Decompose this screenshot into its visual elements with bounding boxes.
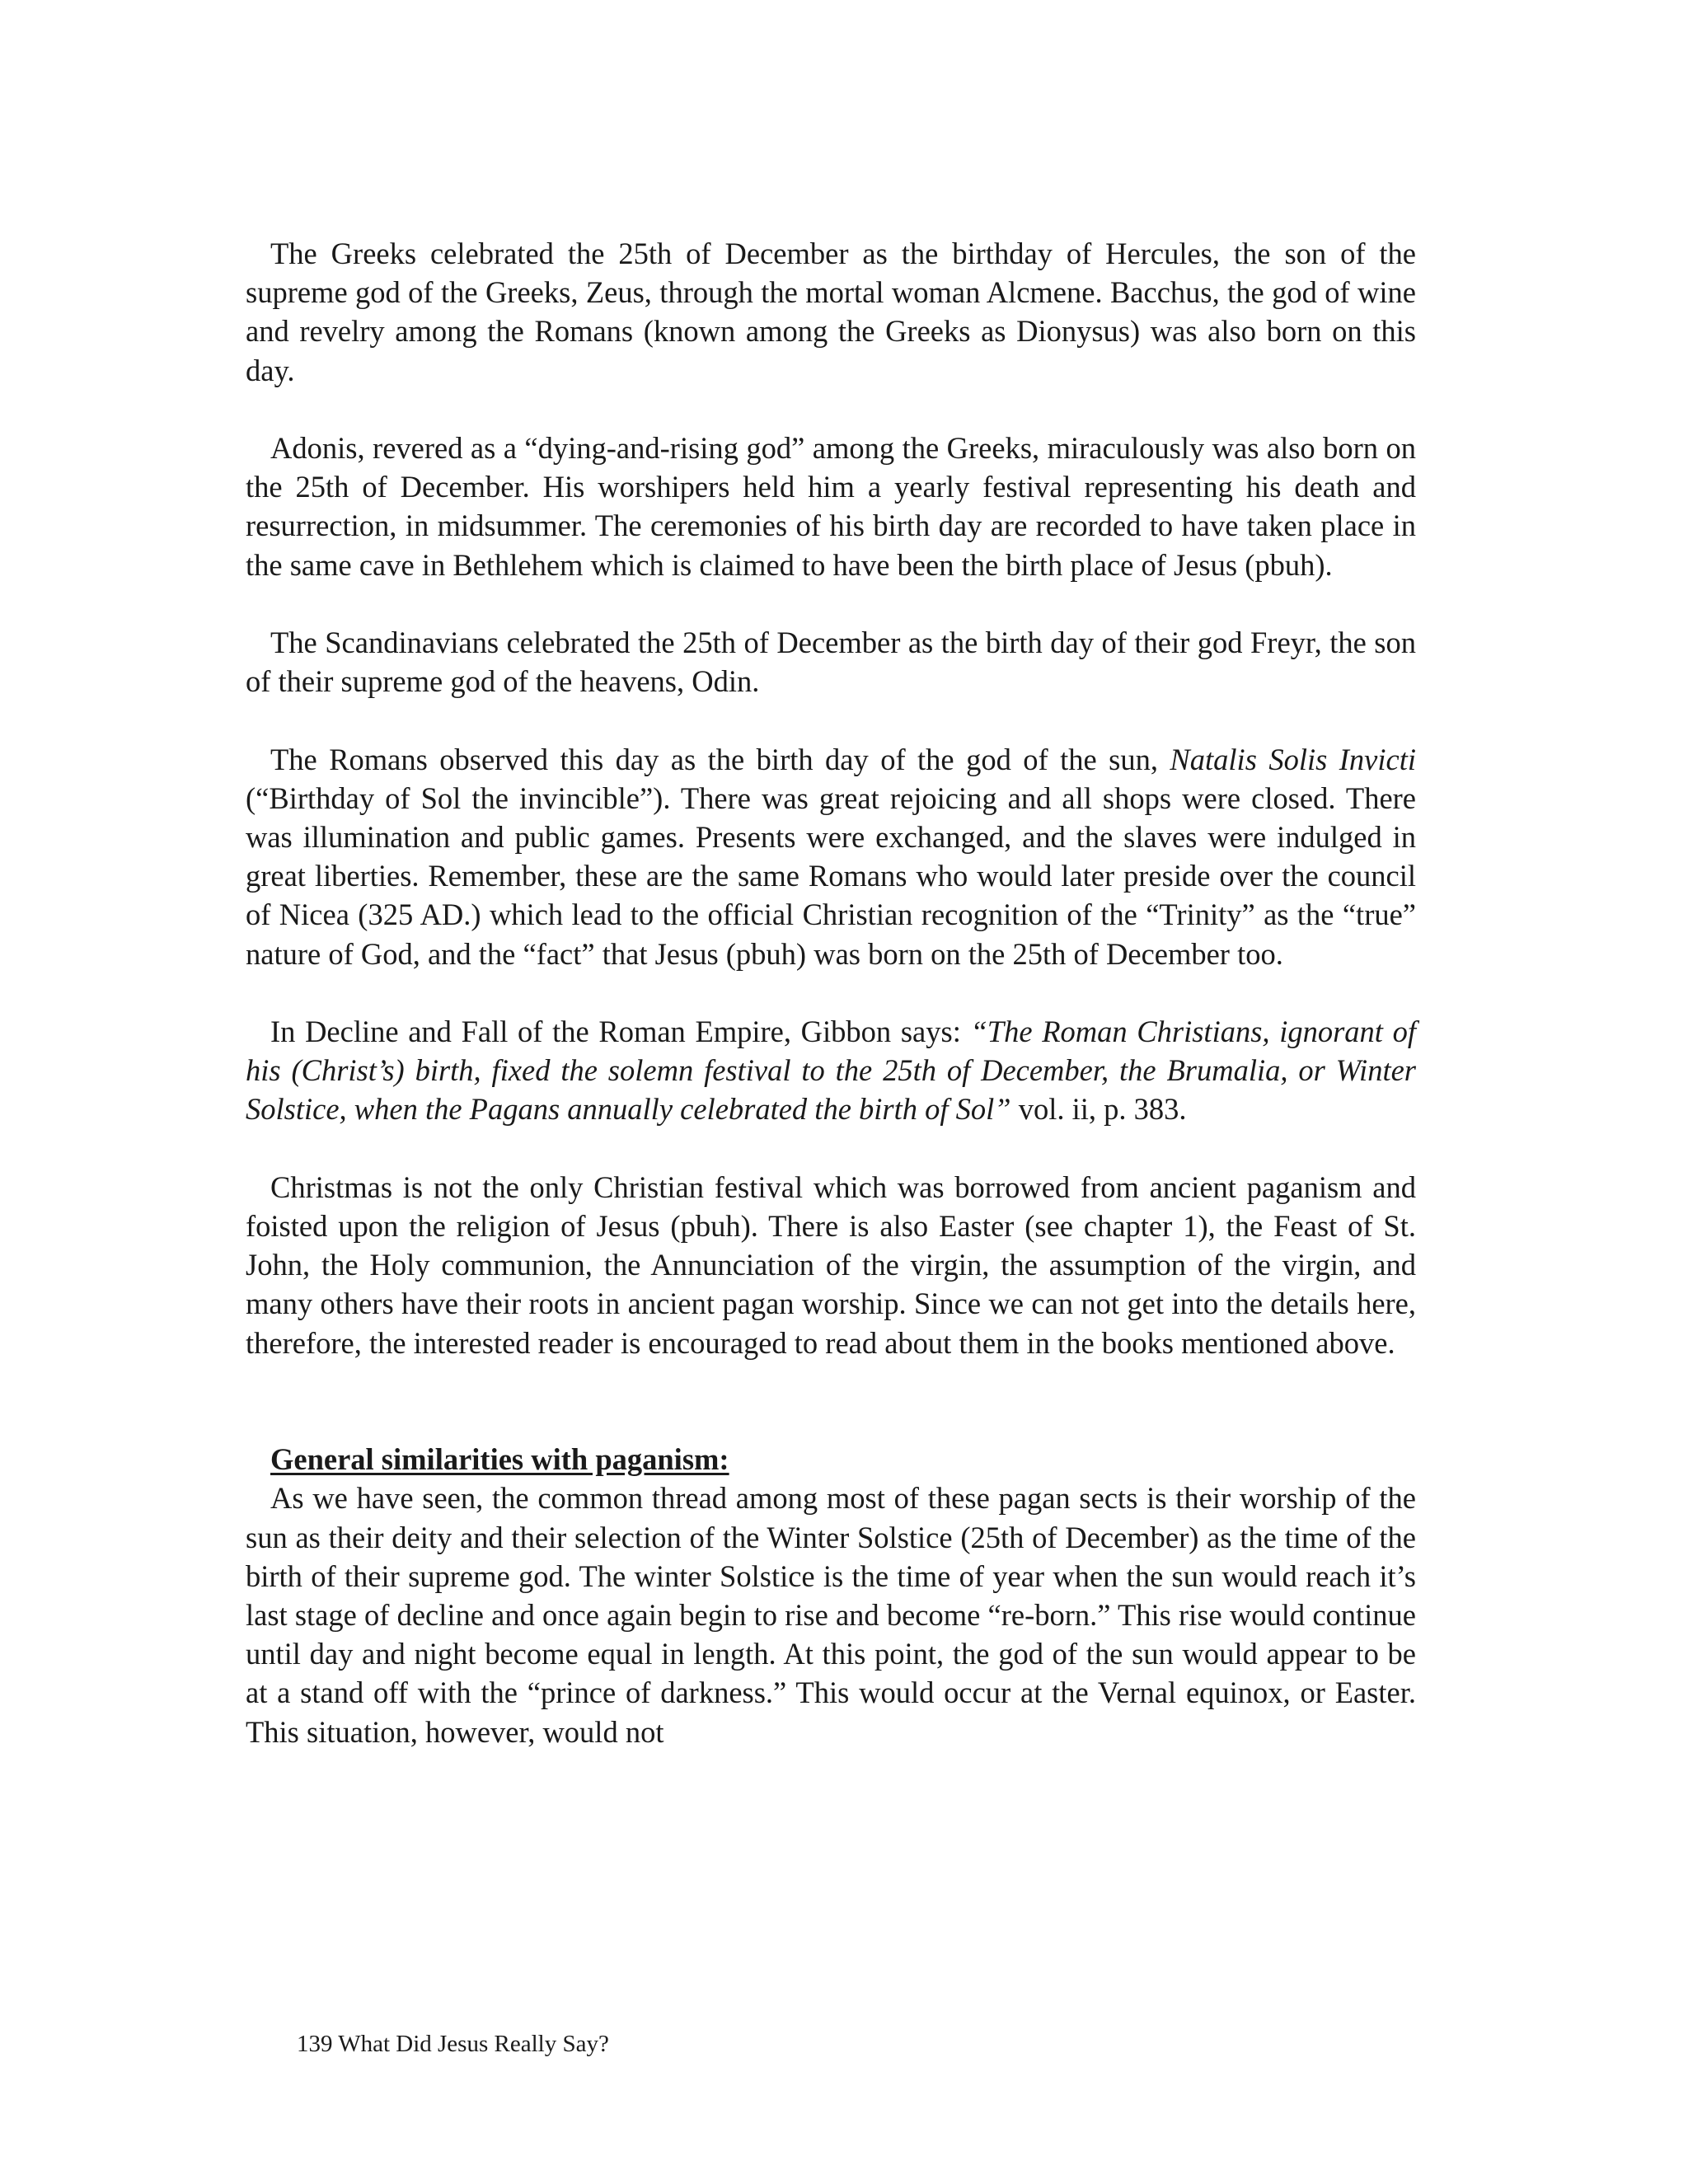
paragraph-romans-text-1: The Romans observed this day as the birth day of the god of the sun, bbox=[270, 742, 1170, 776]
paragraph-hercules: The Greeks celebrated the 25th of December as the birthday of Hercules, the son of the supreme god of the Greeks, Zeus, through the mortal woman Alcmene. Bacchus, the god of wine and revelry among the Romans (known among the Greeks as Dionysus) was also born on this day. bbox=[246, 237, 1416, 387]
paragraph-similarities: As we have seen, the common thread among most of these pagan sects is their worship of the sun as their deity and their selection of the Winter Solstice (25th of December) as the time of the birth of their supreme god. The winter Solstice is the time of year when the sun would reach it’s last stage of decline and once again begin to rise and become “re-born.” This rise would continue until day and night become equal in length. At this point, the god of the sun would appear to be at a stand off with the “prince of darkness.” This would occur at the Vernal equinox, or Easter. This situation, however, would not bbox=[246, 1481, 1416, 1749]
page-footer: 139 What Did Jesus Really Say? bbox=[297, 2031, 609, 2057]
paragraph-gibbon-text-2: vol. ii, p. 383. bbox=[1010, 1092, 1187, 1127]
spacer bbox=[246, 1401, 1416, 1440]
paragraph-romans-italic: Natalis Solis Invicti bbox=[1170, 742, 1416, 776]
paragraph-adonis: Adonis, revered as a “dying-and-rising god” among the Greeks, miraculously was also born on the 25th of December. His worshipers held him a yearly festival representing his death and resurrection, in midsummer. The ceremonies of his birth day are recorded to have taken place in the same cave in Bethlehem which is claimed to have been the birth place of Jesus (pbuh). bbox=[246, 431, 1416, 582]
paragraph-gibbon bbox=[246, 1012, 1416, 1129]
section-heading: General similarities with paganism: bbox=[270, 1442, 729, 1477]
paragraph-romans-text-2: (“Birthday of Sol the invincible”). There was great rejoicing and all shops were closed. There was illumination and public games. Presents were exchanged, and the slaves were indulged in great liberties. Remember, these are the same Romans who would later preside over the council of Nicea (325 AD.) which lead to the official Christian recognition of the “Trinity” as the “true” nature of God, and the “fact” that Jesus (pbuh) was born on the 25th of December too. bbox=[246, 780, 1416, 971]
paragraph-freyr: The Scandinavians celebrated the 25th of December as the birth day of their god Freyr, the son of their supreme god of the heavens, Odin. bbox=[246, 626, 1416, 699]
paragraph-christmas: Christmas is not the only Christian festival which was borrowed from ancient paganism and foisted upon the religion of Jesus (pbuh). There is also Easter (see chapter 1), the Feast of St. John, the Holy communion, the Annunciation of the virgin, the assumption of the virgin, and many others have their roots in ancient pagan worship. Since we can not get into the details here, therefore, the interested reader is encouraged to read about them in the books mentioned above. bbox=[246, 1169, 1416, 1360]
paragraph-romans bbox=[246, 740, 1416, 973]
paragraph-gibbon-text-1: In Decline and Fall of the Roman Empire, Gibbon says: bbox=[270, 1015, 971, 1048]
body-text bbox=[246, 234, 1416, 1751]
gibbon-quote: “The Roman Christians, ignorant of his (Christ’s) birth, fixed the solemn festival to the 25th of December, the Brumalia, or Winter Solstice, when the Pagans annually celebrated the birth of Sol” bbox=[246, 1015, 1416, 1127]
